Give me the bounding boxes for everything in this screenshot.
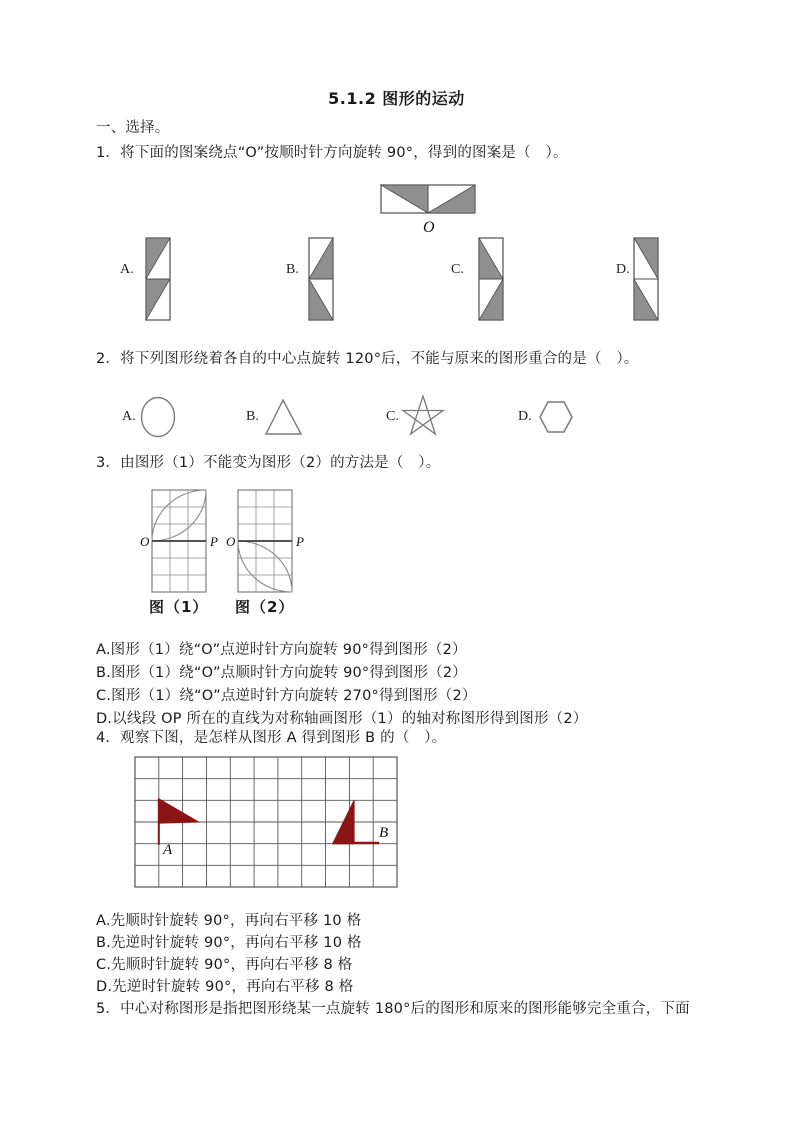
q1-option-d-letter: D. — [616, 262, 630, 277]
leaf-shape-figure-1 — [152, 490, 206, 541]
circle-shape — [140, 396, 176, 438]
q2-option-d-letter: D. — [518, 409, 532, 424]
q1-option-d-figure — [633, 237, 659, 323]
q1-option-a-letter: A. — [120, 262, 134, 277]
q4-option-c: C.先顺时针旋转 90°，再向右平移 8 格 — [96, 957, 353, 973]
rotation-center-label: O — [423, 219, 435, 236]
q3-option-d: D.以线段 OP 所在的直线为对称轴画图形（1）的轴对称图形得到图形（2） — [96, 711, 588, 727]
q2-option-c-letter: C. — [386, 409, 399, 424]
flag-b-label: B — [379, 825, 389, 841]
q4-option-d: D.先逆时针旋转 90°，再向右平移 8 格 — [96, 979, 354, 995]
q1-option-b-figure — [308, 237, 334, 323]
figure-2-caption: 图（2） — [235, 598, 295, 616]
point-p-label-2: P — [296, 534, 304, 549]
q3-option-a: A.图形（1）绕“O”点逆时针方向旋转 90°得到图形（2） — [96, 642, 467, 658]
point-p-label-1: P — [210, 534, 218, 549]
question-3-figure — [134, 484, 324, 596]
page-title: 5.1.2 图形的运动 — [328, 89, 465, 108]
point-o-label-1: O — [140, 534, 150, 549]
q2-option-a-letter: A. — [122, 409, 136, 424]
point-o-label-2: O — [226, 534, 236, 549]
q3-option-c: C.图形（1）绕“O”点逆时针方向旋转 270°得到图形（2） — [96, 688, 477, 704]
question-3-text: 3．由图形（1）不能变为图形（2）的方法是（ ）。 — [96, 455, 441, 471]
q2-option-b-letter: B. — [246, 409, 259, 424]
triangle-shape — [263, 398, 303, 436]
question-2-text: 2．将下列图形绕着各自的中心点旋转 120°后，不能与原来的图形重合的是（ ）。 — [96, 351, 639, 367]
q1-option-b-letter: B. — [286, 262, 299, 277]
q3-option-b: B.图形（1）绕“O”点顺时针方向旋转 90°得到图形（2） — [96, 665, 467, 681]
hexagon-shape — [538, 400, 574, 434]
flag-a-triangle — [159, 799, 199, 823]
q4-option-b: B.先逆时针旋转 90°，再向右平移 10 格 — [96, 935, 362, 951]
question-4-figure — [134, 756, 402, 892]
q1-option-c-letter: C. — [451, 262, 464, 277]
leaf-shape-figure-2 — [238, 541, 292, 592]
question-1-figure — [375, 183, 485, 235]
q4-option-a: A.先顺时针旋转 90°，再向右平移 10 格 — [96, 913, 362, 929]
flag-a-label: A — [163, 842, 173, 858]
question-5-text: 5．中心对称图形是指把图形绕某一点旋转 180°后的图形和原来的图形能够完全重合，下面 — [96, 1001, 690, 1017]
question-1-text: 1．将下面的图案绕点“O”按顺时针方向旋转 90°，得到的图案是（ ）。 — [96, 145, 568, 161]
star-shape — [401, 393, 445, 439]
q1-option-a-figure — [145, 237, 171, 323]
section-heading: 一、选择。 — [96, 120, 170, 136]
q1-option-c-figure — [478, 237, 504, 323]
figure-1-caption: 图（1） — [149, 598, 209, 616]
question-4-text: 4．观察下图，是怎样从图形 A 得到图形 B 的（ ）。 — [96, 730, 447, 746]
